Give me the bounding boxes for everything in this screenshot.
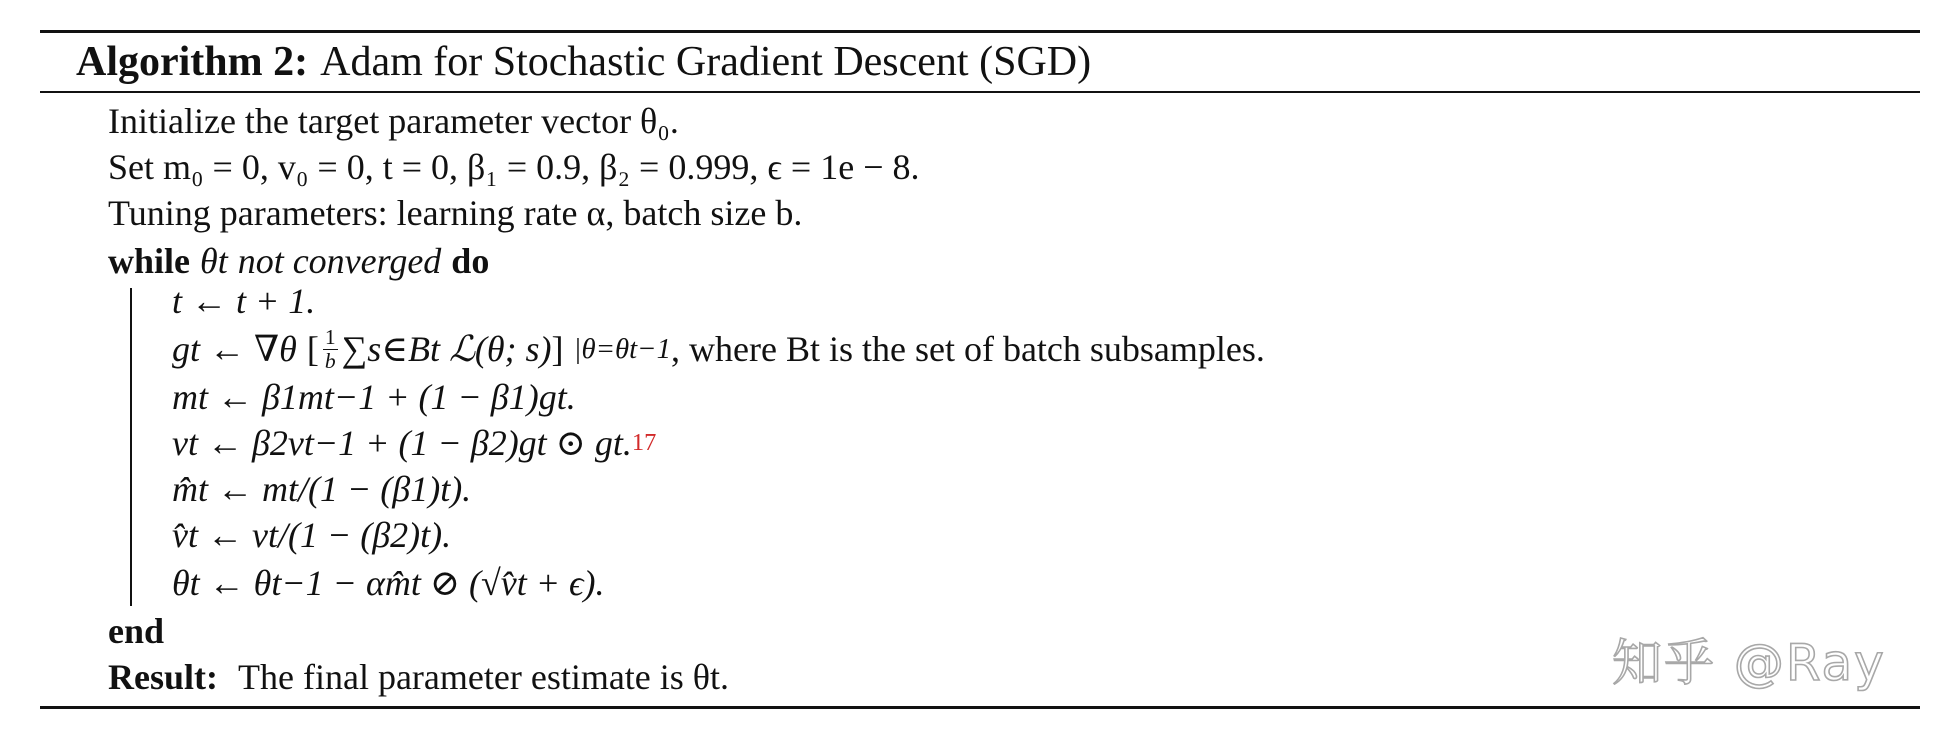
step-m-text: mt ← β1mt−1 + (1 − β1)gt. (172, 377, 576, 417)
step-t-text: t ← t + 1. (172, 281, 316, 321)
bracket-open: [ (306, 329, 319, 369)
step-vhat-text: v̂t ← vt/(1 − (β2)t). (172, 515, 452, 555)
while-theta: θt (200, 241, 228, 281)
step-g-description: , where Bt is the set of batch subsamples. (671, 329, 1265, 369)
zhihu-watermark: 知乎 @Ray (1612, 634, 1886, 692)
while-keyword: while (108, 241, 191, 281)
line-step-mhat (172, 466, 471, 512)
do-keyword: do (451, 241, 490, 281)
line-tuning (108, 190, 802, 236)
while-condition: not converged (237, 241, 442, 281)
result-text: The final parameter estimate is θt. (238, 657, 730, 697)
algorithm-title (76, 34, 1091, 90)
end-keyword: end (108, 611, 165, 651)
line-step-vhat (172, 512, 451, 558)
step-v-text: vt ← β2vt−1 + (1 − β2)gt ⊙ gt. (172, 423, 632, 463)
line-set (108, 144, 920, 190)
line-step-t (172, 278, 315, 324)
step-mhat-text: m̂t ← mt/(1 − (β1)t). (172, 469, 472, 509)
tuning-text: Tuning parameters: learning rate α, batch size b. (108, 193, 803, 233)
step-theta-text: θt ← θt−1 − αm̂t ⊘ (√v̂t + ϵ). (172, 563, 605, 603)
header-rule (40, 91, 1920, 93)
bracket-close: ] (551, 329, 564, 369)
result-keyword: Result: (108, 657, 218, 697)
bottom-rule (40, 706, 1920, 709)
line-step-g (172, 326, 1265, 372)
line-end (108, 608, 164, 654)
step-g-lhs: gt ← ∇θ (172, 329, 297, 369)
set-text: Set m₀ = 0, v₀ = 0, t = 0, β₁ = 0.9, β₂ = 0.999, ϵ = 1e − 8. (108, 147, 920, 187)
algorithm-name: Adam for Stochastic Gradient Descent (SGD) (320, 39, 1092, 85)
init-text: Initialize the target parameter vector θ₀. (108, 101, 679, 141)
line-init (108, 98, 679, 144)
fraction-numerator: 1 (324, 324, 336, 349)
fraction (323, 326, 338, 372)
algorithm-label: Algorithm 2: (76, 39, 309, 85)
line-step-v (172, 420, 656, 466)
line-step-theta (172, 560, 605, 606)
line-step-m (172, 374, 576, 420)
line-result (108, 654, 729, 700)
fraction-denominator: b (324, 348, 336, 373)
footnote-marker[interactable]: 17 (631, 429, 657, 456)
loop-indent-bar (130, 288, 132, 606)
step-g-eval: |θ=θt−1 (573, 332, 672, 365)
top-rule (40, 30, 1920, 33)
step-g-sum: ∑s∈Bt ℒ(θ; s) (341, 329, 552, 369)
